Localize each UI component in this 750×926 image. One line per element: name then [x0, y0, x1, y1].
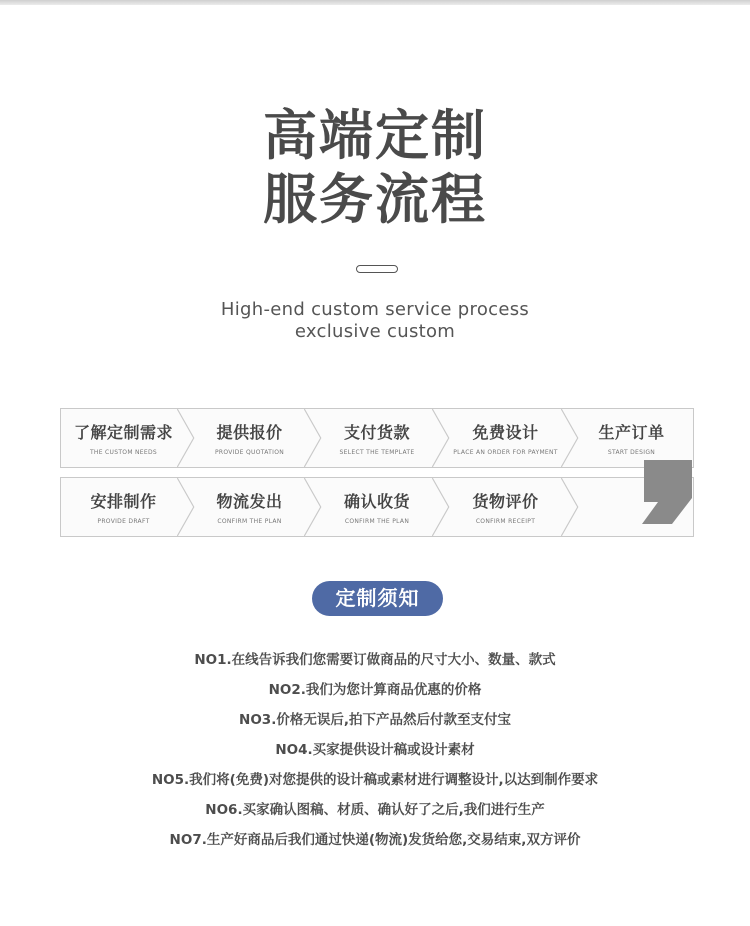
- divider-pill: [356, 265, 398, 273]
- flow-step-label: 物流发出: [216, 492, 283, 511]
- notice-item: NO7.生产好商品后我们通过快递(物流)发货给您,交易结束,双方评价: [169, 832, 581, 848]
- flow-step: [186, 478, 313, 536]
- flow-step-label: 了解定制需求: [73, 423, 173, 442]
- flow-step-sublabel: PROVIDE DRAFT: [97, 518, 150, 525]
- flow-step-label: 安排制作: [90, 492, 157, 511]
- flow-step-label: 货物评价: [472, 492, 539, 511]
- flow-step-label: 提供报价: [216, 423, 283, 442]
- chevron-right-icon: [177, 478, 195, 536]
- flow-step-sublabel: CONFIRM THE PLAN: [344, 518, 410, 525]
- chevron-right-icon: [177, 409, 195, 467]
- flow-step: [441, 478, 570, 536]
- notice-item: NO3.价格无误后,拍下产品然后付款至支付宝: [239, 712, 511, 728]
- flow-step-sublabel: PROVIDE QUOTATION: [214, 449, 285, 456]
- notice-item: NO5.我们将(免费)对您提供的设计稿或素材进行调整设计,以达到制作要求: [151, 772, 599, 788]
- flow-step: [61, 478, 186, 536]
- flow-step-label: 确认收货: [343, 492, 410, 511]
- chevron-right-icon: [561, 409, 579, 467]
- notice-title-badge: 定制须知: [312, 581, 443, 616]
- page-title-line1: 高端定制: [263, 104, 487, 167]
- flow-step-sublabel: START DESIGN: [607, 449, 656, 456]
- flow-step-label: 生产订单: [598, 423, 665, 442]
- flow-step: [61, 409, 186, 467]
- flow-step-sublabel: PLACE AN ORDER FOR PAYMENT: [453, 449, 558, 456]
- flow-step: [313, 409, 441, 467]
- subtitle-line1: High-end custom service process: [220, 299, 530, 320]
- process-flow-row-1: [60, 408, 694, 468]
- corner-decoration-icon: [636, 458, 692, 526]
- notice-item: NO2.我们为您计算商品优惠的价格: [268, 682, 482, 698]
- page-title-line2: 服务流程: [263, 168, 487, 231]
- chevron-right-icon: [561, 478, 579, 536]
- flow-step-sublabel: THE CUSTOM NEEDS: [89, 449, 158, 456]
- flow-step: [186, 409, 313, 467]
- chevron-right-icon: [432, 409, 450, 467]
- flow-step-sublabel: CONFIRM RECEIPT: [475, 518, 536, 525]
- flow-step-label: 免费设计: [472, 423, 539, 442]
- chevron-right-icon: [304, 409, 322, 467]
- notice-item: NO4.买家提供设计稿或设计素材: [275, 742, 475, 758]
- subtitle-line2: exclusive custom: [294, 321, 456, 342]
- top-border: [0, 0, 750, 5]
- notice-list: [0, 648, 750, 858]
- flow-step-label: 支付货款: [343, 423, 410, 442]
- flow-step-sublabel: SELECT THE TEMPLATE: [339, 449, 415, 456]
- flow-step: [313, 478, 441, 536]
- process-flow-row-2: [60, 477, 694, 537]
- notice-item: NO6.买家确认图稿、材质、确认好了之后,我们进行生产: [205, 802, 545, 818]
- flow-step-sublabel: CONFIRM THE PLAN: [217, 518, 282, 525]
- chevron-right-icon: [304, 478, 322, 536]
- notice-item: NO1.在线告诉我们您需要订做商品的尺寸大小、数量、款式: [194, 652, 556, 668]
- chevron-right-icon: [432, 478, 450, 536]
- flow-step: [441, 409, 570, 467]
